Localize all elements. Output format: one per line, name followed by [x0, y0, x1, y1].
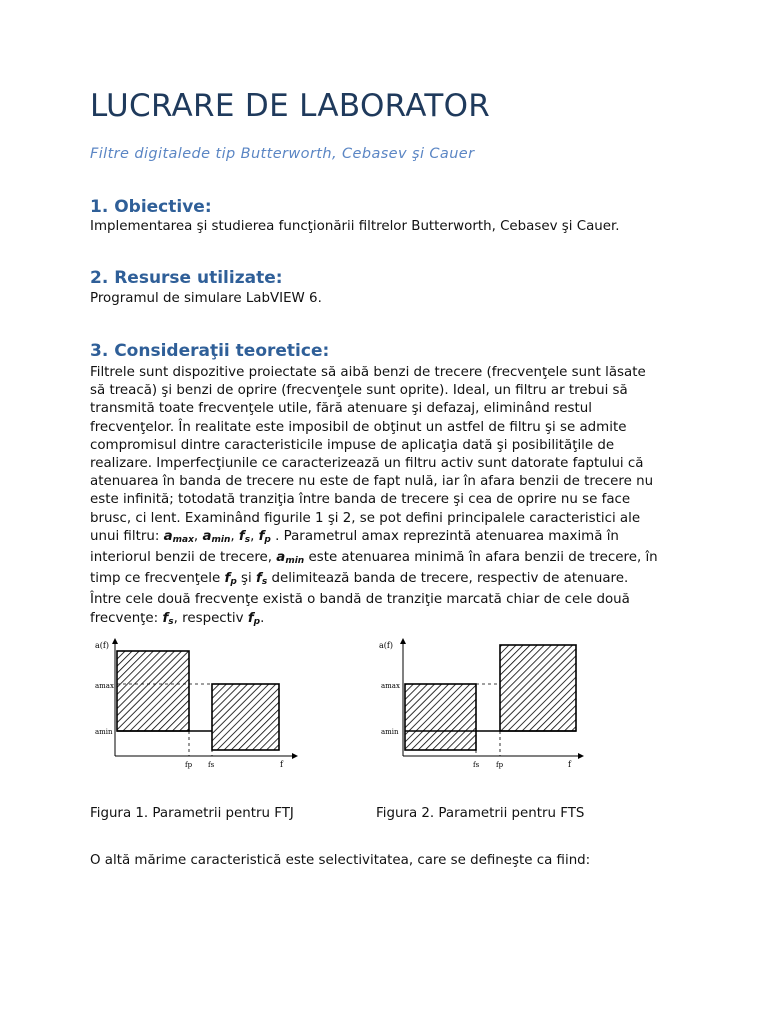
objectives-text: Implementarea şi studierea funcţionării filtrelor Butterworth, Cebasev şi Cauer.	[90, 219, 620, 234]
theory-paragraph	[90, 364, 690, 631]
amin-label: amin	[95, 728, 113, 736]
heading-objectives: 1. Obiective:	[90, 197, 212, 217]
heading-theory: 3. Consideraţii teoretice:	[90, 341, 330, 361]
closing-text: O altă mărime caracteristică este selectivitatea, care se defineşte ca fiind:	[90, 853, 591, 868]
heading-resources: 2. Resurse utilizate:	[90, 268, 283, 288]
theory-line: este infinită; totodată tranziţia între banda de trecere şi cea de oprire nu se face	[90, 492, 631, 508]
figure-1-caption: Figura 1. Parametrii pentru FTJ	[90, 806, 294, 821]
amax-label: amax	[381, 682, 400, 690]
theory-line: frecvenţelor. În realitate este imposibil de obţinut un astfel de filtru şi se admite	[90, 419, 627, 435]
amax-label: amax	[95, 682, 114, 690]
theory-line: transmită toate frecvenţele utile, fără atenuare şi defazaj, eliminând restul	[90, 401, 592, 417]
theory-line-params: unui filtru: $a_{max}$, $a_{min}$, $f_s$, $f_p$ . Parametrul amax reprezintă atenuarea maximă în	[90, 528, 619, 545]
x-tick-label: fs	[473, 761, 480, 769]
resources-text: Programul de simulare LabVIEW 6.	[90, 291, 322, 306]
x-tick-label: fs	[208, 761, 215, 769]
theory-line: brusc, ci lent. Examinând figurile 1 şi 2, se pot defini principalele caracteristici ale	[90, 510, 641, 526]
passband-block	[500, 645, 576, 731]
theory-line: Filtrele sunt dispozitive proiectate să aibă benzi de trecere (frecvenţele sunt lăsate	[90, 365, 646, 380]
x-tick-label: fp	[185, 761, 193, 769]
amin-label: amin	[381, 728, 399, 736]
theory-line: timp ce frecvenţele $f_p$ şi $f_s$ delimitează banda de trecere, respectiv de atenuare.	[90, 571, 629, 588]
figure-2-caption: Figura 2. Parametrii pentru FTS	[376, 806, 585, 821]
x-axis-label: f	[280, 760, 283, 769]
theory-line: frecvenţe: $f_s$, respectiv $f_p$.	[90, 610, 265, 627]
stopband-block	[212, 684, 279, 750]
theory-line: realizare. Imperfecţiunile ce caracterizează un filtru activ sunt datorate faptului că	[90, 456, 644, 472]
figure-2-fts-diagram	[376, 636, 586, 772]
y-axis-label: a(f)	[379, 641, 393, 650]
y-axis-label: a(f)	[95, 641, 109, 650]
passband-block	[117, 651, 189, 731]
page-subtitle: Filtre digitalede tip Butterworth, Cebasev şi Cauer	[90, 146, 475, 162]
page-title: LUCRARE DE LABORATOR	[90, 88, 491, 124]
x-axis-label: f	[568, 760, 571, 769]
theory-line: interiorul benzii de trecere, $a_{min}$ este atenuarea minimă în afara benzii de trecere, în	[90, 550, 658, 567]
figure-1-ftj-diagram	[90, 636, 300, 772]
theory-line: să treacă) şi benzi de oprire (frecvenţele sunt oprite). Ideal, un filtru ar trebui să	[90, 383, 628, 399]
x-tick-label: fp	[496, 761, 504, 769]
theory-line: compromisul dintre caracteristicile impuse de aplicaţia dată şi posibilităţile de	[90, 437, 615, 453]
stopband-block	[405, 684, 476, 750]
theory-line: atenuarea în banda de trecere nu este de fapt nulă, iar în afara benzii de trecere nu	[90, 474, 654, 490]
theory-line: Între cele două frecvenţe există o bandă de tranziţie marcată chiar de cele două	[90, 592, 630, 608]
